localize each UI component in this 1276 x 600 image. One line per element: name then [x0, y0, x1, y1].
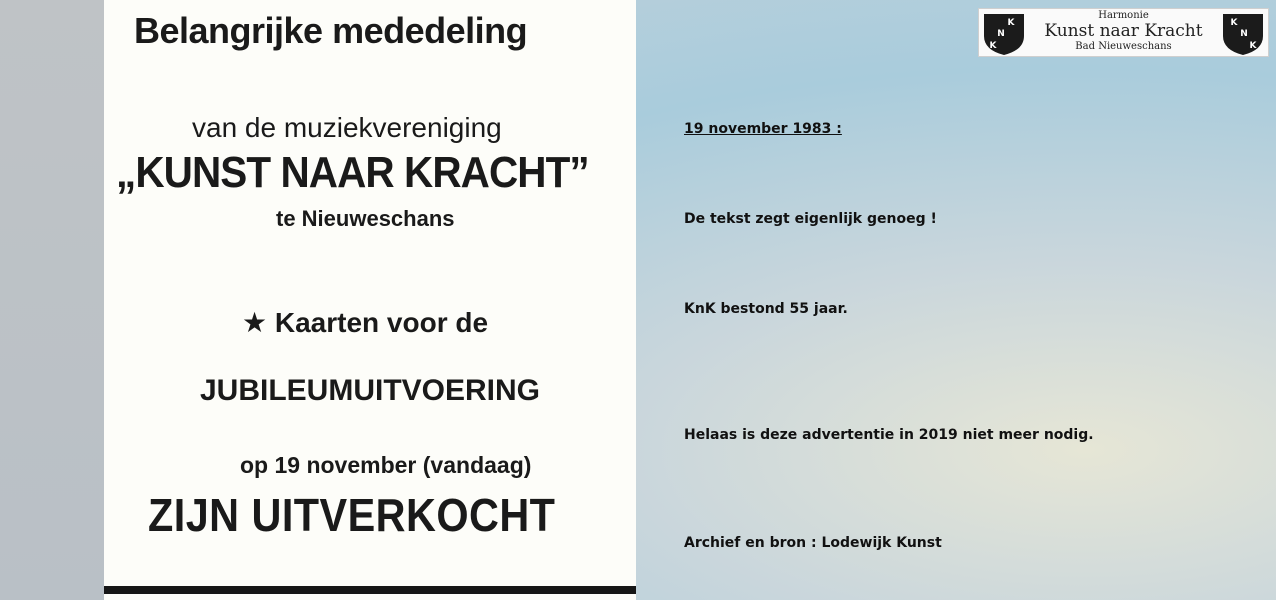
shield-letter-2: N: [997, 29, 1005, 39]
article-paragraph-3: Helaas is deze advertentie in 2019 niet meer nodig.: [684, 427, 1094, 443]
left-background-strip: [0, 0, 104, 600]
newspaper-clipping-image: [104, 0, 636, 600]
article-source: Archief en bron : Lodewijk Kunst: [684, 535, 942, 551]
shield-letter-1: K: [1007, 18, 1015, 28]
harmonie-logo[interactable]: [978, 8, 1269, 57]
clipping-location: te Nieuweschans: [276, 206, 455, 231]
clipping-tickets-line: ★ Kaarten voor de: [242, 307, 489, 338]
clipping-event-name: JUBILEUMUITVOERING: [200, 374, 541, 407]
shield-letter-1: K: [1230, 18, 1238, 28]
article-paragraph-1: De tekst zegt eigenlijk genoeg !: [684, 211, 937, 227]
shield-logo-left-icon: [981, 10, 1027, 56]
clipping-society-name: „KUNST NAAR KRACHT”: [116, 148, 589, 197]
shield-letter-3: K: [1249, 41, 1257, 51]
clipping-headline: Belangrijke mededeling: [134, 10, 528, 51]
shield-logo-right-icon: [1220, 10, 1266, 56]
clipping-bottom-rule: [104, 586, 636, 594]
logo-place-text: Bad Nieuweschans: [1075, 41, 1172, 52]
clipping-date-line: op 19 november (vandaag): [240, 452, 532, 478]
logo-name-text: Kunst naar Kracht: [1044, 21, 1203, 41]
clipping-sold-out: ZIJN UITVERKOCHT: [148, 489, 556, 541]
article-date: 19 november 1983 :: [684, 121, 842, 137]
clipping-subheadline: van de muziekvereniging: [192, 112, 502, 143]
shield-letter-3: K: [989, 41, 997, 51]
article-paragraph-2: KnK bestond 55 jaar.: [684, 301, 848, 317]
shield-letter-2: N: [1240, 29, 1248, 39]
logo-top-text: Harmonie: [1098, 10, 1149, 21]
